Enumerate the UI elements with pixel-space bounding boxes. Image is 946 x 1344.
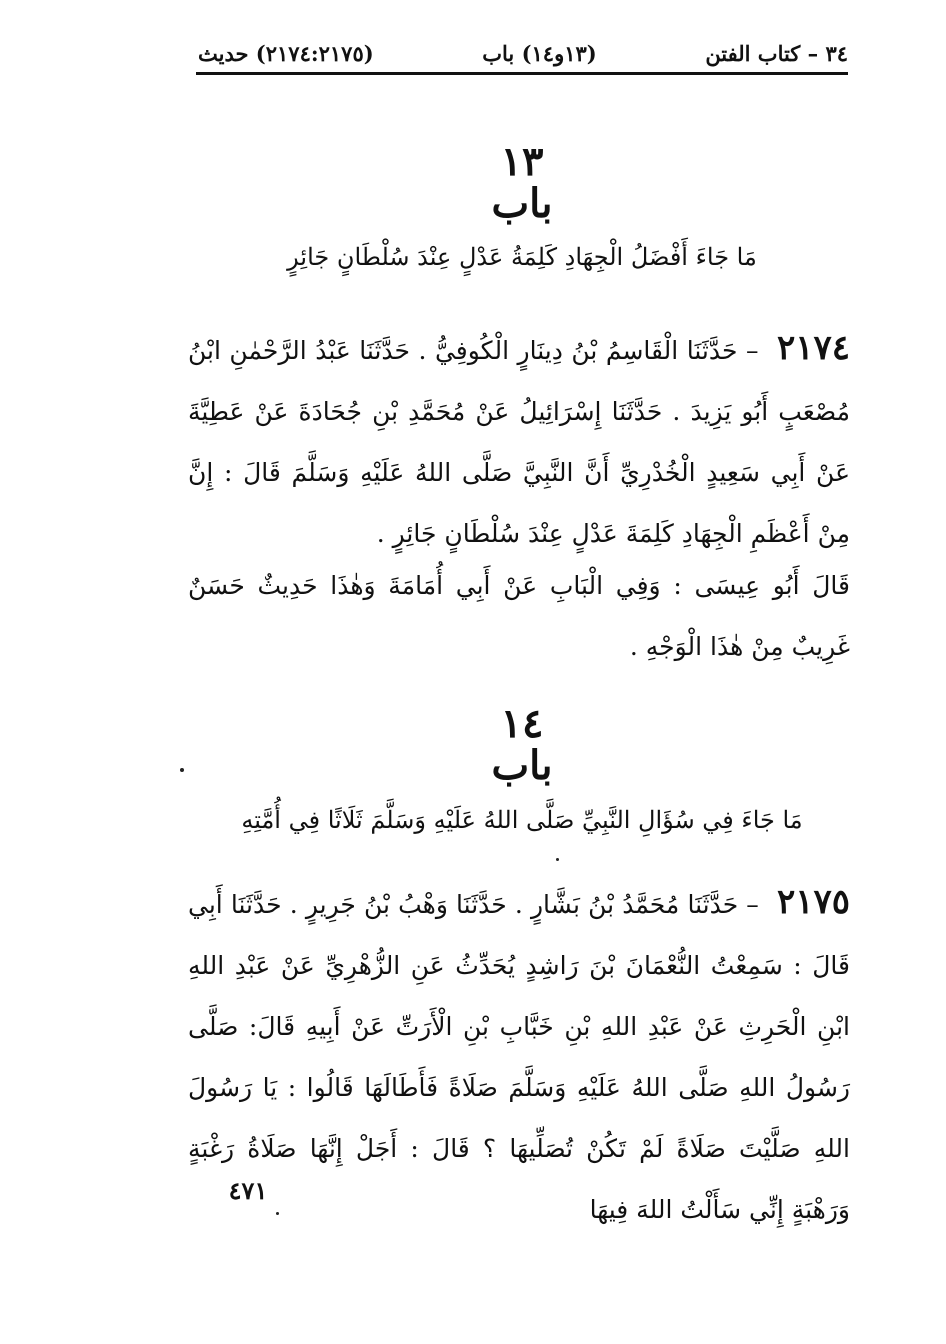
hadith-number: ٢١٧٤	[776, 328, 850, 368]
running-header	[198, 28, 848, 66]
page-number: ٤٧١	[228, 1176, 268, 1205]
header-divider	[196, 72, 848, 75]
header-hadith-range: (٢١٧٤:٢١٧٥) حديث	[198, 41, 374, 66]
header-book-title: ٣٤ – كتاب الفتن	[705, 41, 848, 66]
section-bab-heading: باب	[491, 180, 553, 227]
hadith-commentary: قَالَ أَبُو عِيسَى : وَفِي الْبَابِ عَنْ أَبِي أُمَامَةَ وَهٰذَا حَدِيثٌ حَسَنٌ غَرِيبٌ مِنْ هٰذَا الْوَجْهِ .	[188, 571, 850, 661]
scan-speck	[180, 768, 184, 772]
hadith-paragraph	[188, 872, 850, 1240]
section-number: ١٤	[500, 700, 544, 747]
chapter-title: مَا جَاءَ أَفْضَلُ الْجِهَادِ كَلِمَةُ عَدْلٍ عِنْدَ سُلْطَانٍ جَائِرٍ	[287, 243, 757, 271]
hadith-paragraph	[188, 318, 850, 564]
section-number: ١٣	[500, 138, 544, 185]
chapter-title: مَا جَاءَ فِي سُؤَالِ النَّبِيِّ صَلَّى اللهُ عَلَيْهِ وَسَلَّمَ ثَلَاثًا فِي أُمَّتِهِ	[241, 806, 803, 834]
header-chapter-range: (١٣و١٤) باب	[482, 41, 597, 66]
scan-speck	[276, 1212, 279, 1215]
hadith-text: – حَدَّثَنَا مُحَمَّدُ بْنُ بَشَّارٍ . حَدَّثَنَا وَهْبُ بْنُ جَرِيرٍ . حَدَّثَنَا أَبِي قَالَ : سَمِعْتُ النُّعْمَانَ بْنَ رَاشِدٍ يُحَدِّثُ عَنِ الزُّهْرِيِّ عَنْ عَبْدِ اللهِ ابْنِ الْحَرِثِ عَنْ عَبْدِ اللهِ بْنِ خَبَّابِ بْنِ الْأَرَتِّ عَنْ أَبِيهِ قَالَ: صَلَّى رَسُولُ اللهِ صَلَّى اللهُ عَلَيْهِ وَسَلَّمَ صَلَاةً فَأَطَالَهَا قَالُوا : يَا رَسُولَ اللهِ صَلَّيْتَ صَلَاةً لَمْ تَكُنْ تُصَلِّيهَا ؟ قَالَ : أَجَلْ إِنَّهَا صَلَاةُ رَغْبَةٍ وَرَهْبَةٍ إِنِّي سَأَلْتُ اللهَ فِيهَا	[188, 890, 850, 1224]
section-bab-heading: باب	[491, 742, 553, 789]
scan-speck	[556, 858, 559, 861]
hadith-text: – حَدَّثَنَا الْقَاسِمُ بْنُ دِينَارٍ الْكُوفِيُّ . حَدَّثَنَا عَبْدُ الرَّحْمٰنِ ابْنُ مُصْعَبٍ أَبُو يَزِيدَ . حَدَّثَنَا إِسْرَائِيلُ عَنْ مُحَمَّدِ بْنِ جُحَادَةَ عَنْ عَطِيَّةَ عَنْ أَبِي سَعِيدٍ الْخُدْرِيِّ أَنَّ النَّبِيَّ صَلَّى اللهُ عَلَيْهِ وَسَلَّمَ قَالَ : إِنَّ مِنْ أَعْظَمِ الْجِهَادِ كَلِمَةَ عَدْلٍ عِنْدَ سُلْطَانٍ جَائِرٍ .	[188, 336, 850, 548]
hadith-number: ٢١٧٥	[776, 882, 851, 922]
